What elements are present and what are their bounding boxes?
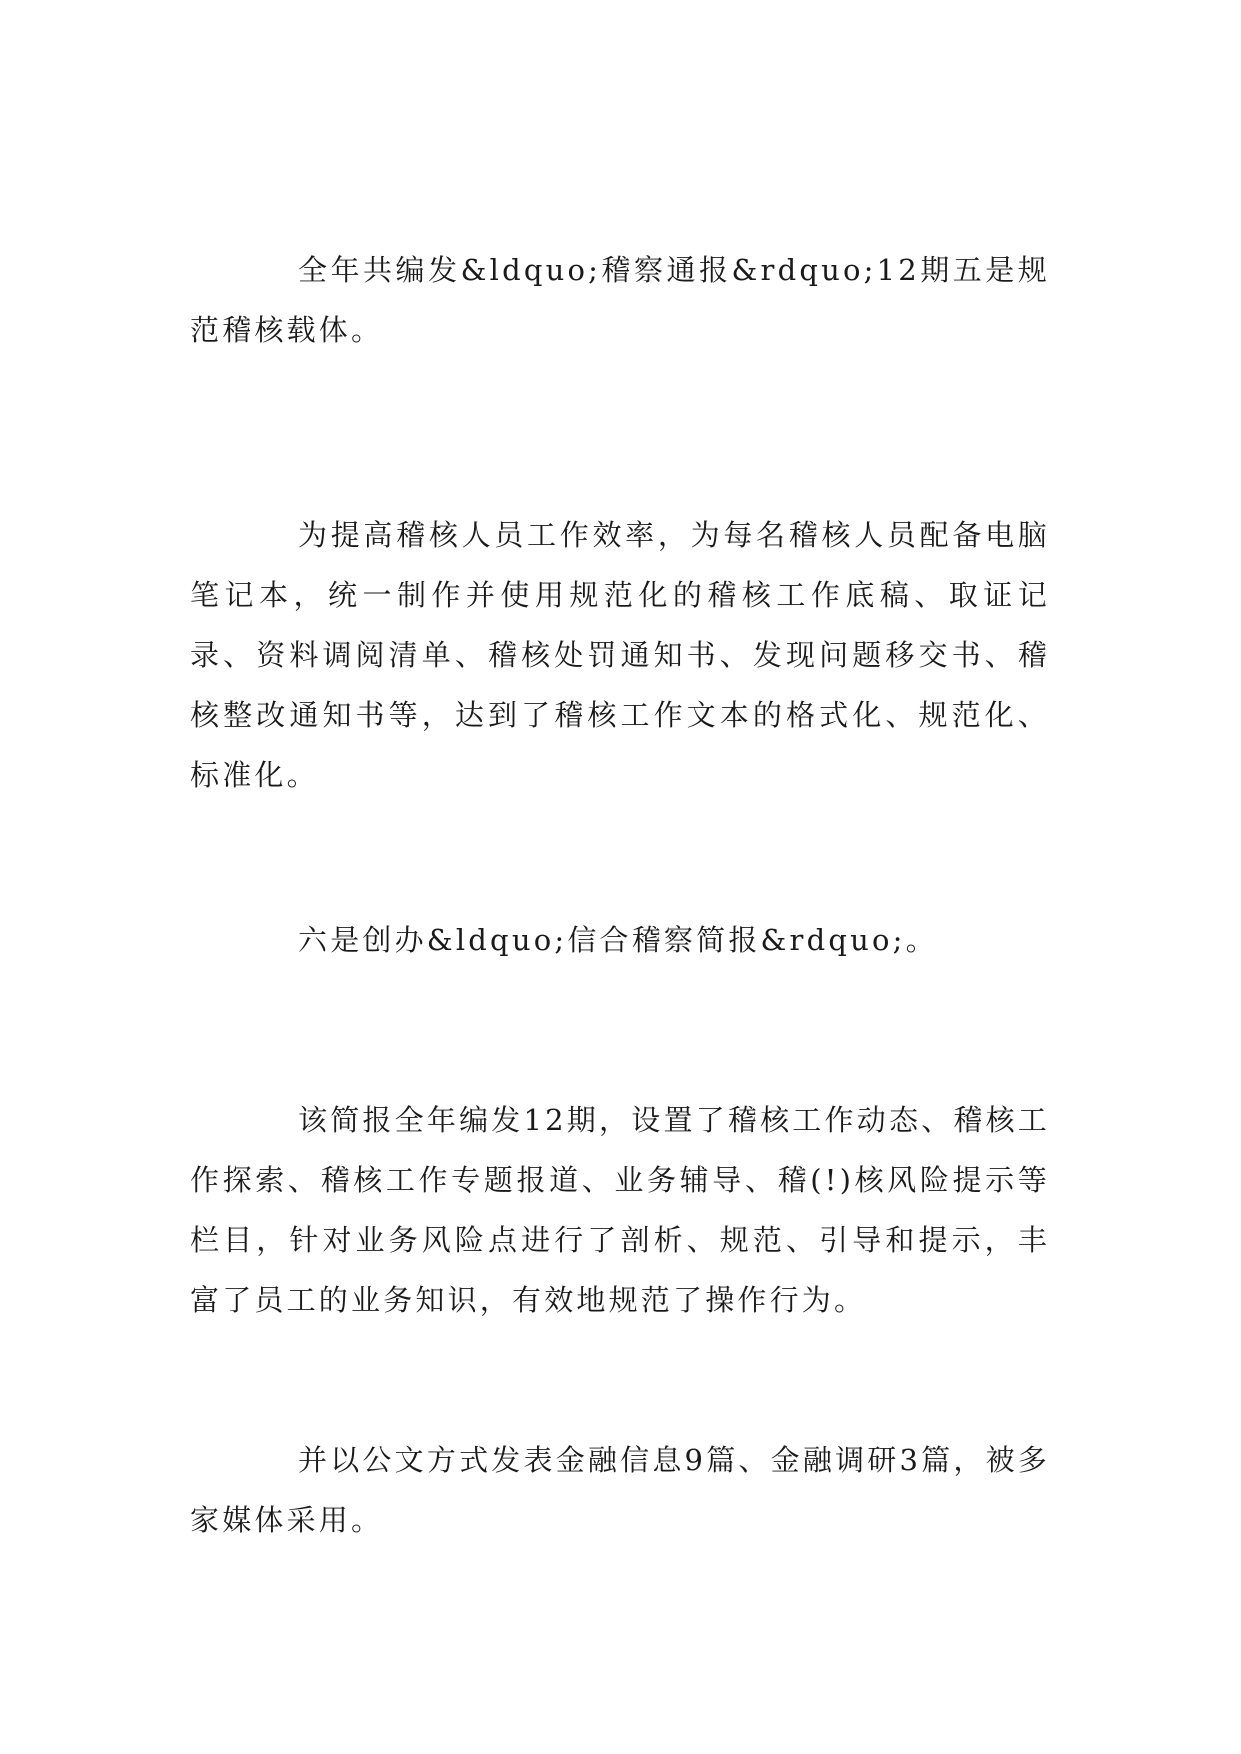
paragraph-1: 全年共编发&ldquo;稽察通报&rdquo;12期五是规范稽核载体。 — [190, 253, 1050, 347]
paragraph-4: 该简报全年编发12期，设置了稽核工作动态、稽核工作探索、稽核工作专题报道、业务辅导、稽(!)核风险提示等栏目，针对业务风险点进行了剖析、规范、引导和提示，丰富了员工的业务知识，有效地规范了操作行为。 — [190, 1103, 1050, 1317]
paragraph-3: 六是创办&ldquo;信合稽察简报&rdquo;。 — [298, 923, 938, 957]
paragraph-2: 为提高稽核人员工作效率，为每名稽核人员配备电脑笔记本，统一制作并使用规范化的稽核工作底稿、取证记录、资料调阅清单、稽核处罚通知书、发现问题移交书、稽核整改通知书等，达到了稽核工作文本的格式化、规范化、标准化。 — [190, 518, 1050, 792]
paragraph-5: 并以公文方式发表金融信息9篇、金融调研3篇，被多家媒体采用。 — [190, 1443, 1050, 1537]
